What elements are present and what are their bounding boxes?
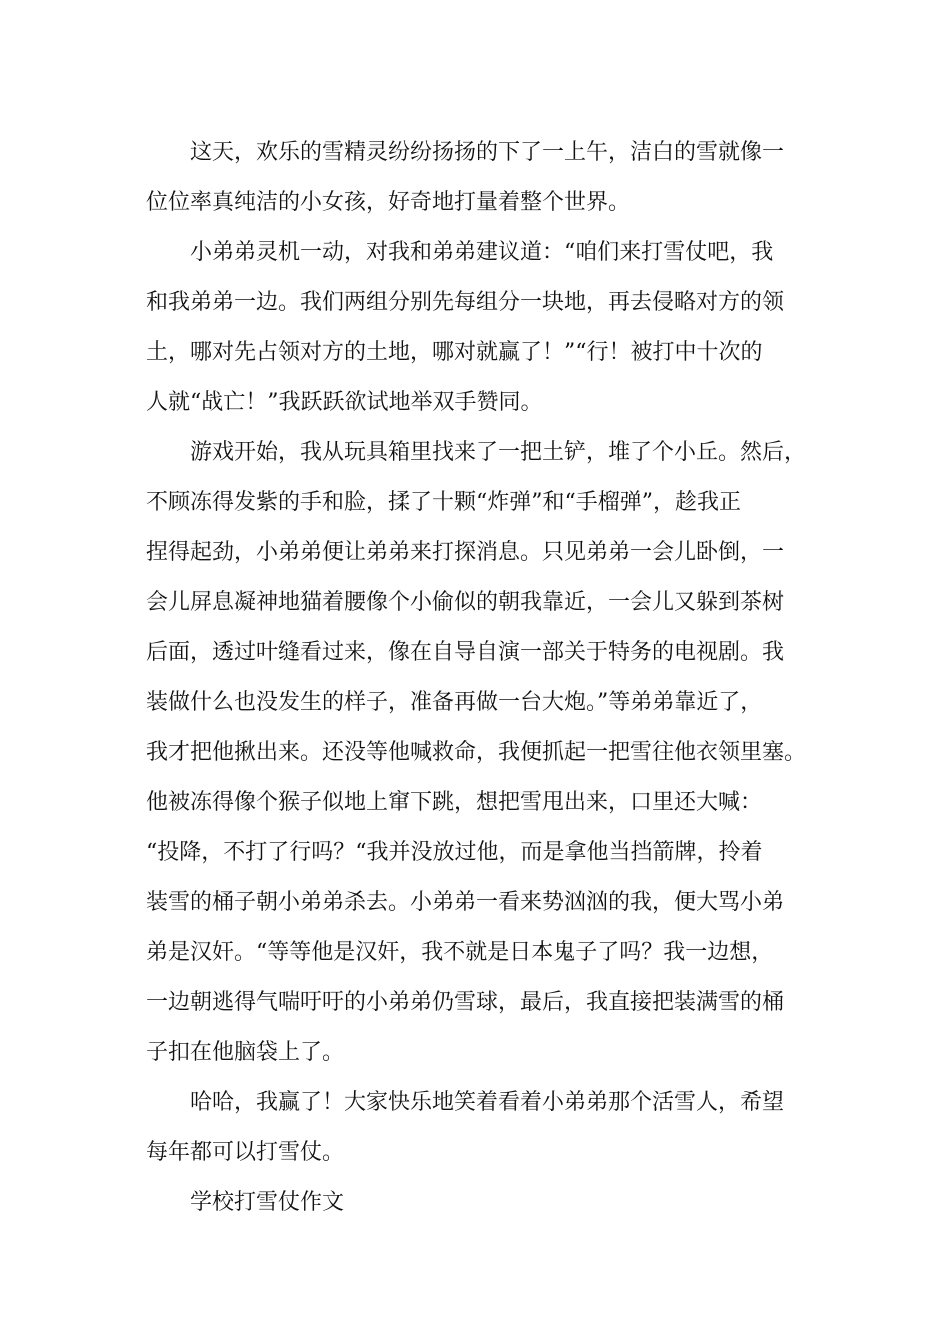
paragraph-3-line-3: 捏得起劲，小弟弟便让弟弟来打探消息。只见弟弟一会儿卧倒，一 xyxy=(146,540,785,565)
paragraph-2-line-2: 和我弟弟一边。我们两组分别先每组分一块地，再去侵略对方的领 xyxy=(146,290,785,315)
paragraph-3-line-2: 不顾冻得发紫的手和脸，揉了十颗“炸弹”和“手榴弹”，趁我正 xyxy=(146,490,741,515)
essay-body xyxy=(146,128,822,1228)
paragraph-3-line-4: 会儿屏息凝神地猫着腰像个小偷似的朝我靠近，一会儿又躲到茶树 xyxy=(146,590,785,615)
paragraph-3-line-6: 装做什么也没发生的样子，准备再做一台大炮。”等弟弟靠近了， xyxy=(146,690,763,715)
section-title: 学校打雪仗作文 xyxy=(190,1190,345,1215)
paragraph-2-line-1: 小弟弟灵机一动，对我和弟弟建议道：“咱们来打雪仗吧，我 xyxy=(190,240,774,265)
paragraph-3-line-9: “投降，不打了行吗？“我并没放过他，而是拿他当挡箭牌，拎着 xyxy=(146,840,763,865)
paragraph-3-line-8: 他被冻得像个猴子似地上窜下跳，想把雪甩出来，口里还大喊： xyxy=(146,790,763,815)
paragraph-3-line-12: 一边朝逃得气喘吁吁的小弟弟仍雪球，最后，我直接把装满雪的桶 xyxy=(146,990,785,1015)
paragraph-3-line-1: 游戏开始，我从玩具箱里找来了一把土铲，堆了个小丘。然后， xyxy=(190,440,807,465)
paragraph-1-line-2: 位位率真纯洁的小女孩，好奇地打量着整个世界。 xyxy=(146,190,631,215)
paragraph-3-line-7: 我才把他揪出来。还没等他喊救命，我便抓起一把雪往他衣领里塞。 xyxy=(146,740,807,765)
paragraph-3-line-10: 装雪的桶子朝小弟弟杀去。小弟弟一看来势汹汹的我，便大骂小弟 xyxy=(146,890,785,915)
paragraph-4-line-1: 哈哈，我赢了！大家快乐地笑着看着小弟弟那个活雪人，希望 xyxy=(190,1090,785,1115)
paragraph-1-line-1: 这天，欢乐的雪精灵纷纷扬扬的下了一上午，洁白的雪就像一 xyxy=(190,140,785,165)
paragraph-3-line-11: 弟是汉奸。“等等他是汉奸，我不就是日本鬼子了吗？我一边想， xyxy=(146,940,774,965)
paragraph-3-line-13: 子扣在他脑袋上了。 xyxy=(146,1040,345,1065)
paragraph-3-line-5: 后面，透过叶缝看过来，像在自导自演一部关于特务的电视剧。我 xyxy=(146,640,785,665)
paragraph-2-line-3: 土，哪对先占领对方的土地，哪对就赢了！”“行！被打中十次的 xyxy=(146,340,763,365)
paragraph-4-line-2: 每年都可以打雪仗。 xyxy=(146,1140,345,1165)
paragraph-2-line-4: 人就“战亡！”我跃跃欲试地举双手赞同。 xyxy=(146,390,543,415)
